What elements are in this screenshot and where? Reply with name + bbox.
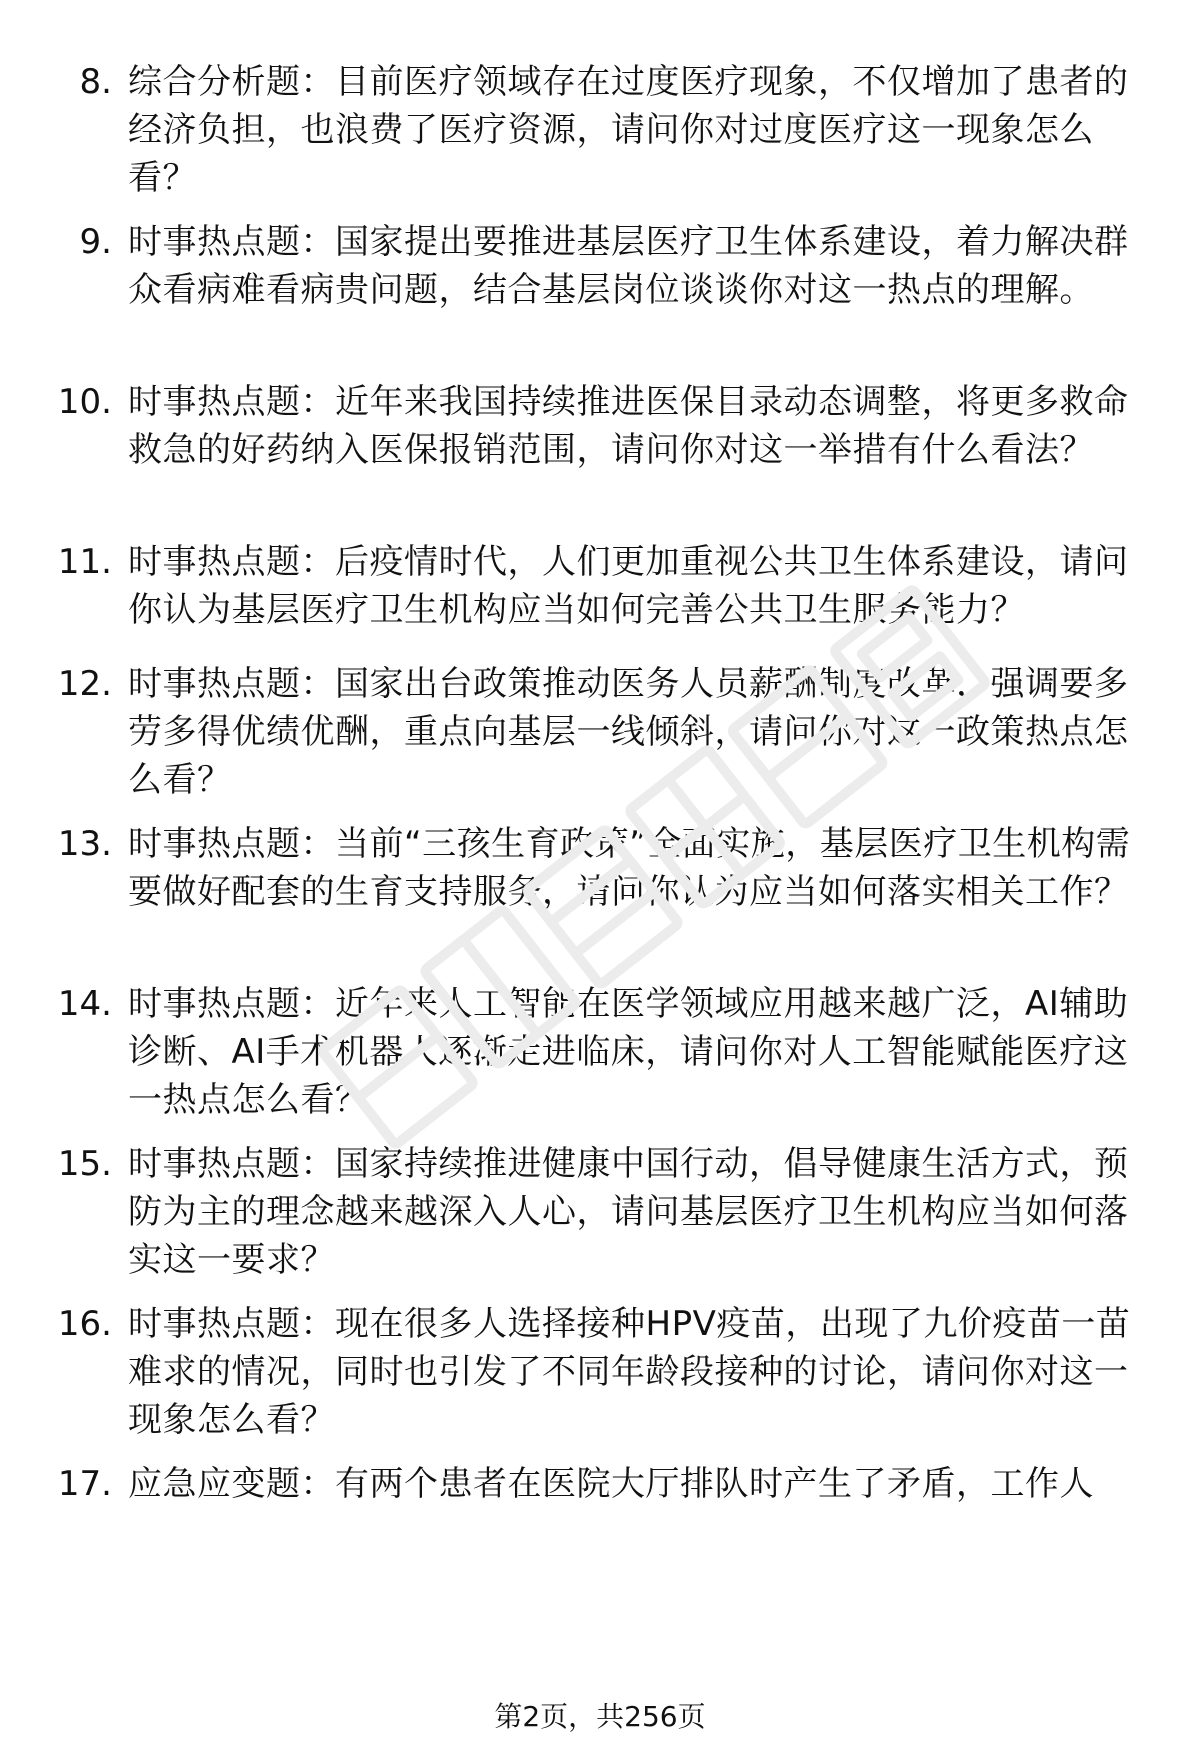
question-number: 11.: [57, 542, 112, 582]
question-number: 13.: [57, 824, 112, 864]
question-text: 时事热点题：国家提出要推进基层医疗卫生体系建设，着力解决群众看病难看病贵问题，结合基层岗位谈谈你对这一热点的理解。: [128, 222, 1129, 310]
question-text: 时事热点题：国家持续推进健康中国行动，倡导健康生活方式，预防为主的理念越来越深入人心，请问基层医疗卫生机构应当如何落实这一要求？: [128, 1144, 1129, 1280]
question-number: 10.: [57, 382, 112, 422]
question-text: 综合分析题：目前医疗领域存在过度医疗现象，不仅增加了患者的经济负担，也浪费了医疗资源，请问你对过度医疗这一现象怎么看？: [128, 62, 1129, 198]
question-text: 时事热点题：现在很多人选择接种HPV疫苗，出现了九价疫苗一苗难求的情况，同时也引发了不同年龄段接种的讨论，请问你对这一现象怎么看？: [128, 1304, 1131, 1440]
question-number: 17.: [57, 1464, 112, 1504]
question-number: 16.: [57, 1304, 112, 1344]
question-text: 时事热点题：国家出台政策推动医务人员薪酬制度改革，强调要多劳多得优绩优酬，重点向基层一线倾斜，请问你对这一政策热点怎么看？: [128, 664, 1129, 800]
question-number: 14.: [57, 984, 112, 1024]
question-text: 应急应变题：有两个患者在医院大厅排队时产生了矛盾，工作人: [128, 1464, 1094, 1504]
question-number: 9.: [79, 222, 112, 262]
page-footer: 第2页，共256页: [494, 1700, 706, 1733]
question-text: 时事热点题：近年来人工智能在医学领域应用越来越广泛，AI辅助诊断、AI手术机器人逐渐走进临床，请问你对人工智能赋能医疗这一热点怎么看？: [128, 984, 1129, 1120]
question-text: 时事热点题：当前“三孩生育政策”全面实施，基层医疗卫生机构需要做好配套的生育支持服务，请问你认为应当如何落实相关工作？: [128, 824, 1131, 912]
question-number: 8.: [79, 62, 112, 102]
question-text: 时事热点题：后疫情时代，人们更加重视公共卫生体系建设，请问你认为基层医疗卫生机构应当如何完善公共卫生服务能力？: [128, 542, 1129, 630]
question-number: 15.: [57, 1144, 112, 1184]
question-text: 时事热点题：近年来我国持续推进医保目录动态调整，将更多救命救急的好药纳入医保报销范围，请问你对这一举措有什么看法？: [128, 382, 1129, 470]
question-number: 12.: [57, 664, 112, 704]
